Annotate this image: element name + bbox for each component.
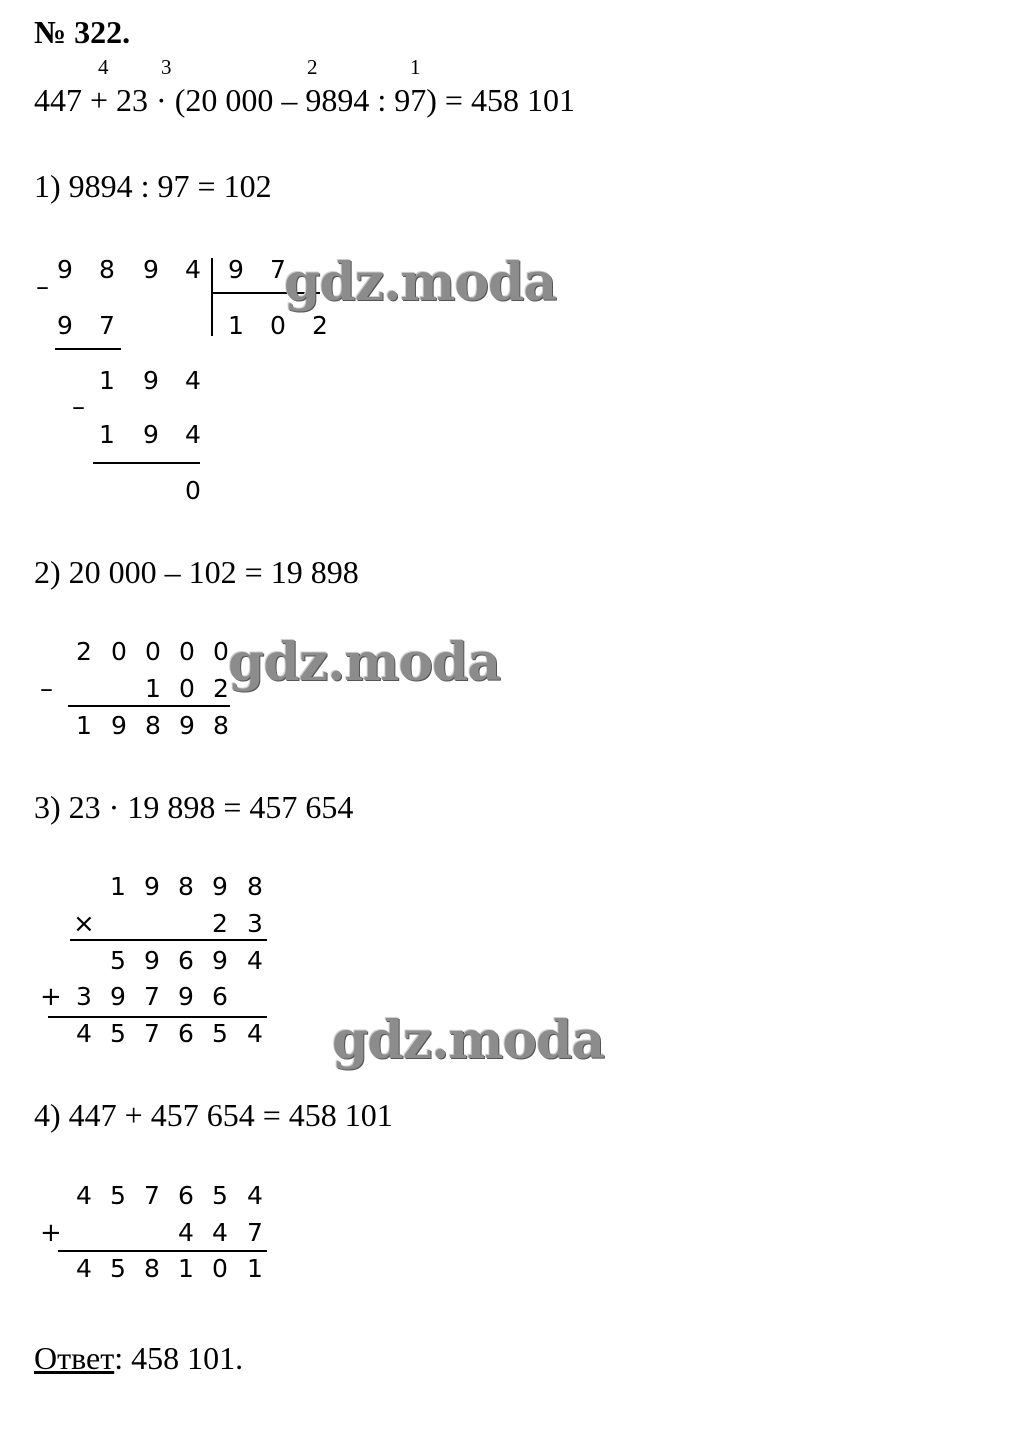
subtrahend-digit: 9 [57,311,73,340]
dividend-digit: 9 [143,255,159,284]
rule-line [70,939,267,941]
multiplicand-digit: 9 [144,872,160,901]
product-digit: 5 [110,1019,126,1048]
subtrahend-digit: 1 [99,420,115,449]
remainder-digit: 9 [143,366,159,395]
addend-digit: 4 [212,1218,228,1247]
quotient-digit: 2 [312,311,328,340]
answer [34,1340,243,1377]
step-4: 4) 447 + 457 654 = 458 101 [34,1097,393,1133]
minuend-digit: 0 [213,637,229,666]
difference-digit: 8 [213,711,229,740]
watermark-logo: gdz.moda [284,252,557,313]
multiplicand-digit: 9 [212,872,228,901]
sum-digit: 8 [144,1254,160,1283]
answer-value: : 458 101. [114,1340,244,1376]
divisor-digit: 7 [270,255,286,284]
dividend-digit: 8 [99,255,115,284]
partial-product-digit: 7 [144,982,160,1011]
subtrahend-digit: 1 [145,674,161,703]
step-2: 2) 20 000 – 102 = 19 898 [34,554,359,590]
sum-digit: 1 [247,1254,263,1283]
partial-product-digit: 9 [144,946,160,975]
sum-digit: 4 [76,1254,92,1283]
difference-digit: 8 [145,711,161,740]
difference-digit: 9 [111,711,127,740]
remainder-digit: 4 [185,366,201,395]
partial-product-digit: 6 [212,982,228,1011]
sum-digit: 0 [212,1254,228,1283]
addend-digit: 5 [110,1181,126,1210]
problem-number: № 322. [34,14,131,50]
remainder-digit: 0 [185,476,201,505]
difference-digit: 1 [76,711,92,740]
multiplicand-digit: 1 [110,872,126,901]
plus-sign: + [40,1218,62,1248]
subtrahend-digit: 9 [143,420,159,449]
watermark-logo: gdz.moda [332,1010,605,1071]
minuend-digit: 2 [76,637,92,666]
sum-digit: 5 [110,1254,126,1283]
plus-sign: + [40,982,62,1012]
subtrahend-digit: 0 [179,674,195,703]
subtrahend-digit: 4 [185,420,201,449]
dividend-digit: 9 [57,255,73,284]
partial-product-digit: 5 [110,946,126,975]
multiplicand-digit: 8 [178,872,194,901]
rule-line [68,705,230,707]
subtrahend-digit: 7 [99,311,115,340]
addend-digit: 4 [247,1181,263,1210]
multiplier-digit: 2 [212,909,228,938]
multiplicand-digit: 8 [247,872,263,901]
product-digit: 4 [247,1019,263,1048]
answer-label: Ответ [34,1340,115,1376]
step-1: 1) 9894 : 97 = 102 [34,168,272,204]
times-sign: × [73,909,95,939]
addend-digit: 5 [212,1181,228,1210]
partial-product-digit: 4 [247,946,263,975]
order-mark-4: 4 [98,55,109,79]
watermark-logo: gdz.moda [228,632,501,693]
rule-line [93,462,200,464]
minuend-digit: 0 [111,637,127,666]
minus-sign: – [72,392,85,422]
dividend-digit: 4 [185,255,201,284]
minus-sign: – [40,674,53,704]
quotient-digit: 1 [228,311,244,340]
step-3: 3) 23 · 19 898 = 457 654 [34,789,354,825]
main-expression: 447 + 23 · (20 000 – 9894 : 97) = 458 101 [34,82,575,118]
divisor-digit: 9 [228,255,244,284]
minuend-digit: 0 [145,637,161,666]
product-digit: 6 [178,1019,194,1048]
multiplier-digit: 3 [247,909,263,938]
addend-digit: 7 [144,1181,160,1210]
partial-product-digit: 9 [110,982,126,1011]
minus-sign: – [36,272,49,302]
product-digit: 4 [76,1019,92,1048]
partial-product-digit: 6 [178,946,194,975]
addend-digit: 4 [76,1181,92,1210]
partial-product-digit: 9 [178,982,194,1011]
division-bar [211,258,213,336]
product-digit: 7 [144,1019,160,1048]
rule-line [48,1016,267,1018]
addend-digit: 4 [178,1218,194,1247]
order-mark-1: 1 [410,55,421,79]
remainder-digit: 1 [99,366,115,395]
subtrahend-digit: 2 [213,674,229,703]
order-mark-2: 2 [307,55,318,79]
minuend-digit: 0 [179,637,195,666]
product-digit: 5 [212,1019,228,1048]
rule-line [58,1250,267,1252]
sum-digit: 1 [178,1254,194,1283]
rule-line [55,348,121,350]
order-mark-3: 3 [161,55,172,79]
addend-digit: 6 [178,1181,194,1210]
addend-digit: 7 [247,1218,263,1247]
partial-product-digit: 9 [212,946,228,975]
partial-product-digit: 3 [76,982,92,1011]
difference-digit: 9 [179,711,195,740]
quotient-digit: 0 [270,311,286,340]
